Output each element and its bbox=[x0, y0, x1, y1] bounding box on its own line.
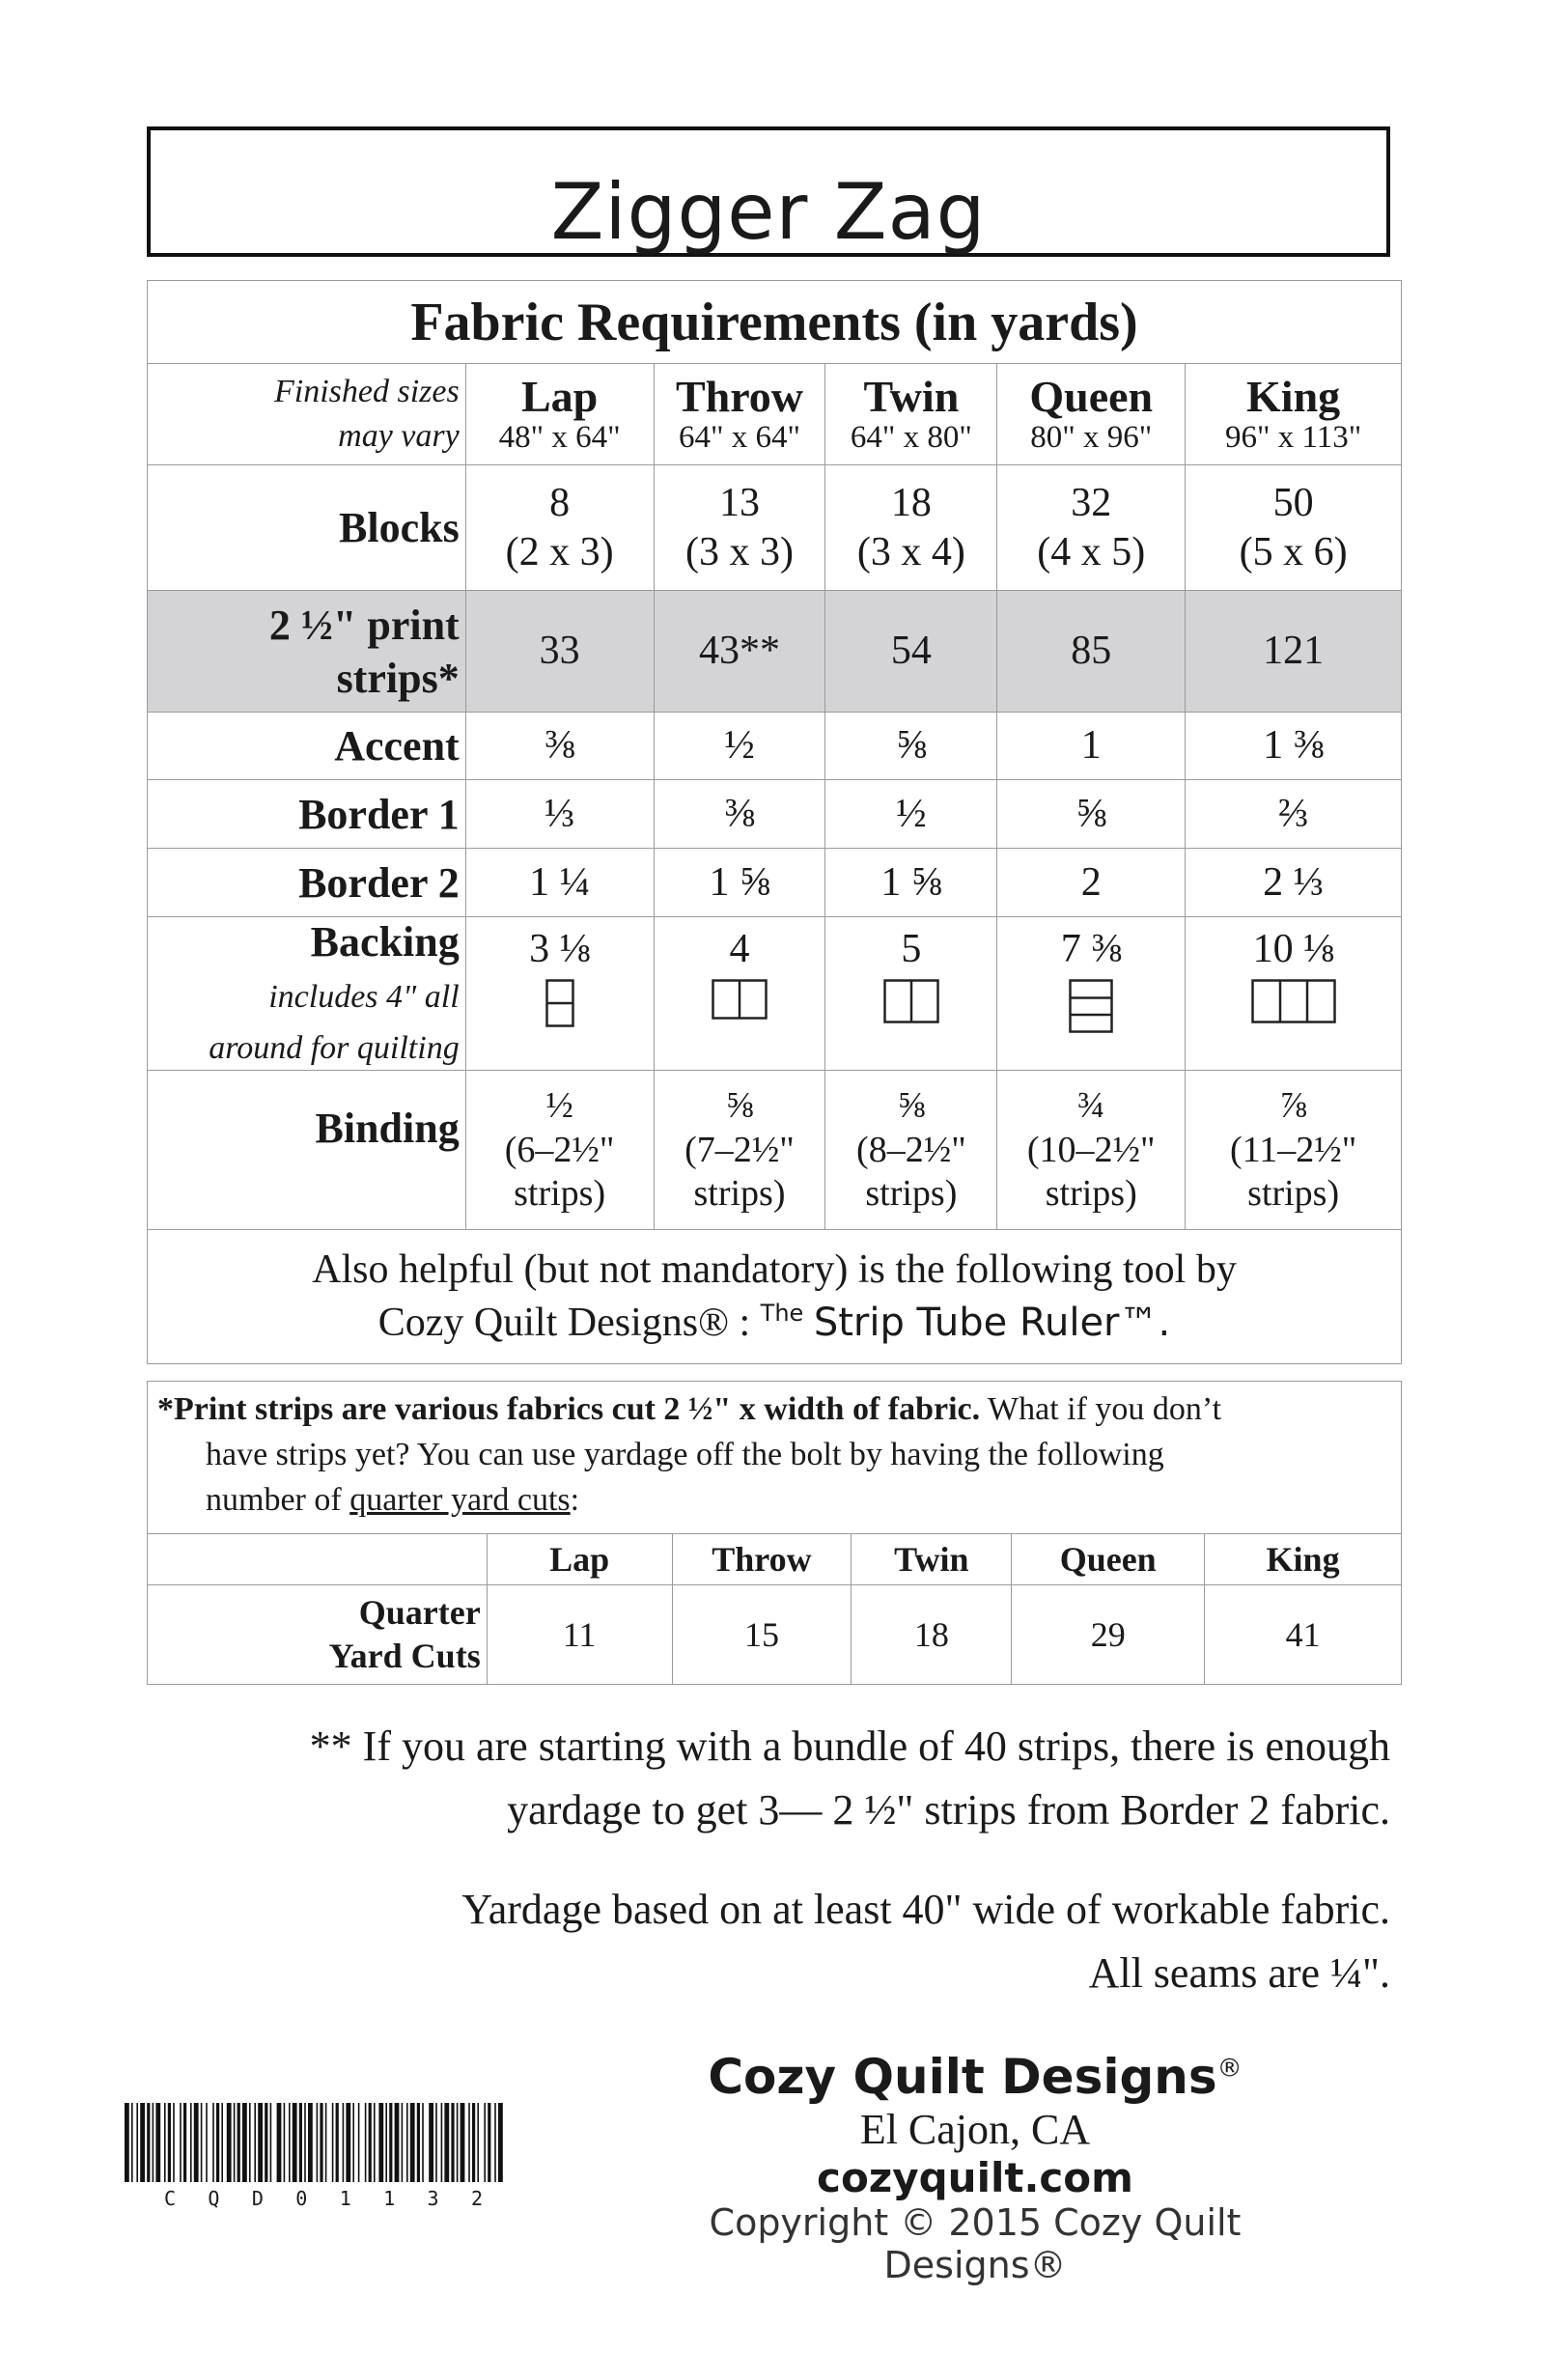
backing-note-line1: includes 4" all bbox=[268, 978, 460, 1015]
quarter-header: Throw bbox=[672, 1533, 852, 1584]
border2-value: 1 ⅝ bbox=[654, 849, 825, 917]
row-label-line2: Yard Cuts bbox=[328, 1636, 481, 1675]
barcode-icon bbox=[121, 2103, 507, 2199]
quarter-value: 11 bbox=[487, 1584, 672, 1684]
binding-unit: strips) bbox=[1247, 1173, 1340, 1215]
brand-block bbox=[628, 2049, 1323, 2286]
print-strips-value: 43** bbox=[654, 591, 825, 713]
size-name: Lap bbox=[520, 371, 599, 421]
binding-yards: ¾ bbox=[1077, 1085, 1105, 1126]
print-strips-note bbox=[148, 1382, 1402, 1534]
fabric-requirements-table bbox=[147, 280, 1402, 1364]
binding-cut: (6–2½" bbox=[504, 1129, 615, 1170]
backing-label-cell bbox=[148, 917, 466, 1071]
yardage-line1: Yardage based on at least 40" wide of workable fabric. bbox=[461, 1886, 1390, 1933]
border2-value: 1 ⅝ bbox=[825, 849, 997, 917]
binding-yards: ⅞ bbox=[1279, 1085, 1307, 1126]
binding-label: Binding bbox=[148, 1071, 466, 1230]
size-dims: 64" x 64" bbox=[679, 420, 800, 455]
size-throw bbox=[654, 364, 825, 465]
backing-value: 10 ⅛ bbox=[1252, 927, 1334, 971]
border1-value: ⅓ bbox=[465, 780, 654, 849]
backing-value: 7 ⅜ bbox=[1060, 927, 1122, 971]
backing-cell bbox=[997, 917, 1186, 1071]
size-queen bbox=[997, 364, 1186, 465]
binding-yards: ⅝ bbox=[897, 1085, 926, 1126]
bundle-line2: yardage to get 3— 2 ½" strips from Border 2 fabric. bbox=[507, 1786, 1390, 1834]
backing-note-line2: around for quilting bbox=[209, 1029, 460, 1066]
helpful-line2-prefix: Cozy Quilt Designs® : bbox=[377, 1300, 761, 1345]
backing-cell bbox=[654, 917, 825, 1071]
block-count: 50 bbox=[1272, 481, 1314, 526]
print-strips-label bbox=[148, 591, 466, 713]
print-strips-value: 54 bbox=[825, 591, 997, 713]
tool-name: Strip Tube Ruler™. bbox=[813, 1300, 1171, 1345]
backing-value: 5 bbox=[901, 927, 922, 971]
accent-value: 1 ⅜ bbox=[1186, 713, 1402, 780]
backing-2-vertical-panels-icon bbox=[883, 979, 939, 1023]
size-twin bbox=[825, 364, 997, 465]
size-name: King bbox=[1246, 371, 1341, 421]
tool-name-the: The bbox=[760, 1299, 804, 1327]
helpful-line1: Also helpful (but not mandatory) is the following tool by bbox=[312, 1247, 1237, 1293]
backing-label: Backing bbox=[310, 918, 460, 966]
quarter-value: 18 bbox=[852, 1584, 1012, 1684]
backing-2-horizontal-panels-icon bbox=[545, 979, 574, 1027]
binding-unit: strips) bbox=[514, 1173, 606, 1215]
quarter-header: King bbox=[1205, 1533, 1402, 1584]
finished-sizes-note bbox=[148, 364, 466, 465]
note-line3-suffix: : bbox=[570, 1481, 580, 1518]
print-strips-label-line2: strips* bbox=[336, 654, 460, 702]
note-line3 bbox=[157, 1478, 1397, 1524]
barcode-char: 3 bbox=[427, 2187, 439, 2210]
binding-cut: (11–2½" bbox=[1229, 1129, 1357, 1170]
binding-unit: strips) bbox=[865, 1173, 958, 1215]
quarter-header: Lap bbox=[487, 1533, 672, 1584]
backing-cell bbox=[825, 917, 997, 1071]
brand-city: El Cajon, CA bbox=[859, 2106, 1091, 2153]
pattern-title: Zigger Zag bbox=[550, 167, 987, 257]
border2-value: 2 ⅓ bbox=[1186, 849, 1402, 917]
backing-value: 4 bbox=[729, 927, 750, 971]
blocks-cell bbox=[825, 465, 997, 591]
accent-label: Accent bbox=[148, 713, 466, 780]
size-lap bbox=[465, 364, 654, 465]
binding-cell bbox=[1186, 1071, 1402, 1230]
backing-cell bbox=[1186, 917, 1402, 1071]
backing-value: 3 ⅛ bbox=[529, 927, 591, 971]
bundle-line1: ** If you are starting with a bundle of 40 strips, there is enough bbox=[309, 1722, 1390, 1770]
blocks-cell bbox=[465, 465, 654, 591]
block-layout: (5 x 6) bbox=[1239, 529, 1348, 574]
size-king bbox=[1186, 364, 1402, 465]
binding-cell bbox=[825, 1071, 997, 1230]
block-count: 13 bbox=[718, 481, 760, 526]
binding-cell bbox=[997, 1071, 1186, 1230]
note-bold: *Print strips are various fabrics cut 2 ½" x width of fabric. bbox=[157, 1391, 981, 1427]
blocks-cell bbox=[1186, 465, 1402, 591]
print-strips-value: 121 bbox=[1186, 591, 1402, 713]
barcode-char: C bbox=[164, 2187, 177, 2210]
binding-cell bbox=[654, 1071, 825, 1230]
copyright: Copyright © 2015 Cozy Quilt Designs® bbox=[709, 2201, 1242, 2286]
block-count: 32 bbox=[1071, 481, 1112, 526]
title-box bbox=[147, 126, 1390, 257]
blocks-cell bbox=[654, 465, 825, 591]
quarter-value: 15 bbox=[672, 1584, 852, 1684]
barcode-char: 1 bbox=[383, 2187, 396, 2210]
quarter-header: Twin bbox=[852, 1533, 1012, 1584]
bundle-note bbox=[310, 1715, 1390, 1842]
barcode-text bbox=[164, 2187, 483, 2210]
barcode-char: 1 bbox=[339, 2187, 351, 2210]
size-dims: 80" x 96" bbox=[1030, 420, 1153, 455]
backing-cell bbox=[465, 917, 654, 1071]
yardage-note bbox=[461, 1878, 1390, 2005]
print-strips-value: 33 bbox=[465, 591, 654, 713]
binding-yards: ½ bbox=[545, 1085, 573, 1126]
note-line3-prefix: number of bbox=[206, 1481, 350, 1518]
quarter-row-label bbox=[148, 1584, 488, 1684]
border1-value: ⅝ bbox=[997, 780, 1186, 849]
brand-name-line bbox=[628, 2049, 1323, 2105]
print-strips-value: 85 bbox=[997, 591, 1186, 713]
binding-cut: (10–2½" bbox=[1026, 1129, 1156, 1170]
binding-cut: (7–2½" bbox=[684, 1129, 795, 1170]
accent-value: 1 bbox=[997, 713, 1186, 780]
accent-value: ½ bbox=[654, 713, 825, 780]
binding-yards: ⅝ bbox=[725, 1085, 754, 1126]
barcode-char: D bbox=[251, 2187, 264, 2210]
binding-unit: strips) bbox=[1045, 1173, 1137, 1215]
row-label-line1: Quarter bbox=[358, 1592, 481, 1632]
sizes-note-line1: Finished sizes bbox=[273, 374, 460, 410]
quarter-yard-table bbox=[147, 1381, 1402, 1685]
border2-value: 2 bbox=[997, 849, 1186, 917]
note-line3-underline: quarter yard cuts bbox=[349, 1481, 571, 1518]
quarter-header: Queen bbox=[1012, 1533, 1205, 1584]
block-layout: (4 x 5) bbox=[1037, 529, 1146, 574]
size-dims: 48" x 64" bbox=[498, 420, 621, 455]
barcode-char: Q bbox=[208, 2187, 220, 2210]
yardage-line2: All seams are ¼". bbox=[1088, 1949, 1390, 1997]
barcode-char: 0 bbox=[295, 2187, 308, 2210]
brand-registered: ® bbox=[1216, 2054, 1243, 2084]
border1-value: ⅜ bbox=[654, 780, 825, 849]
border1-value: ½ bbox=[825, 780, 997, 849]
accent-value: ⅜ bbox=[465, 713, 654, 780]
helpful-tool-note bbox=[148, 1230, 1402, 1363]
binding-cut: (8–2½" bbox=[856, 1129, 966, 1170]
note-rest: What if you don’t bbox=[980, 1391, 1222, 1427]
note-line2: have strips yet? You can use yardage off the bolt by having the following bbox=[206, 1436, 1164, 1472]
binding-unit: strips) bbox=[693, 1173, 786, 1215]
sizes-note-line2: may vary bbox=[338, 418, 460, 454]
print-strips-label-line1: 2 ½" print bbox=[268, 601, 460, 649]
border2-label: Border 2 bbox=[148, 849, 466, 917]
backing-3-vertical-panels-icon bbox=[1251, 979, 1336, 1023]
quarter-value: 29 bbox=[1012, 1584, 1205, 1684]
block-layout: (3 x 3) bbox=[685, 529, 794, 574]
barcode-char: 2 bbox=[470, 2187, 483, 2210]
blocks-cell bbox=[997, 465, 1186, 591]
fabric-requirements-heading: Fabric Requirements (in yards) bbox=[148, 281, 1402, 364]
size-dims: 96" x 113" bbox=[1224, 420, 1362, 455]
border1-value: ⅔ bbox=[1186, 780, 1402, 849]
brand-website[interactable]: cozyquilt.com bbox=[817, 2154, 1133, 2201]
block-layout: (2 x 3) bbox=[505, 529, 614, 574]
border2-value: 1 ¼ bbox=[465, 849, 654, 917]
block-count: 18 bbox=[890, 481, 932, 526]
brand-name: Cozy Quilt Designs bbox=[708, 2049, 1217, 2105]
binding-cell bbox=[465, 1071, 654, 1230]
blocks-label: Blocks bbox=[148, 465, 466, 591]
size-name: Queen bbox=[1029, 371, 1154, 421]
block-layout: (3 x 4) bbox=[856, 529, 965, 574]
header-empty bbox=[148, 1533, 488, 1584]
border1-label: Border 1 bbox=[148, 780, 466, 849]
size-name: Throw bbox=[675, 371, 804, 421]
size-name: Twin bbox=[863, 371, 960, 421]
block-count: 8 bbox=[549, 481, 571, 526]
size-dims: 64" x 80" bbox=[850, 420, 972, 455]
quarter-value: 41 bbox=[1205, 1584, 1402, 1684]
accent-value: ⅝ bbox=[825, 713, 997, 780]
backing-2-vertical-panels-icon bbox=[712, 979, 768, 1020]
backing-3-horizontal-panels-icon bbox=[1069, 979, 1113, 1033]
